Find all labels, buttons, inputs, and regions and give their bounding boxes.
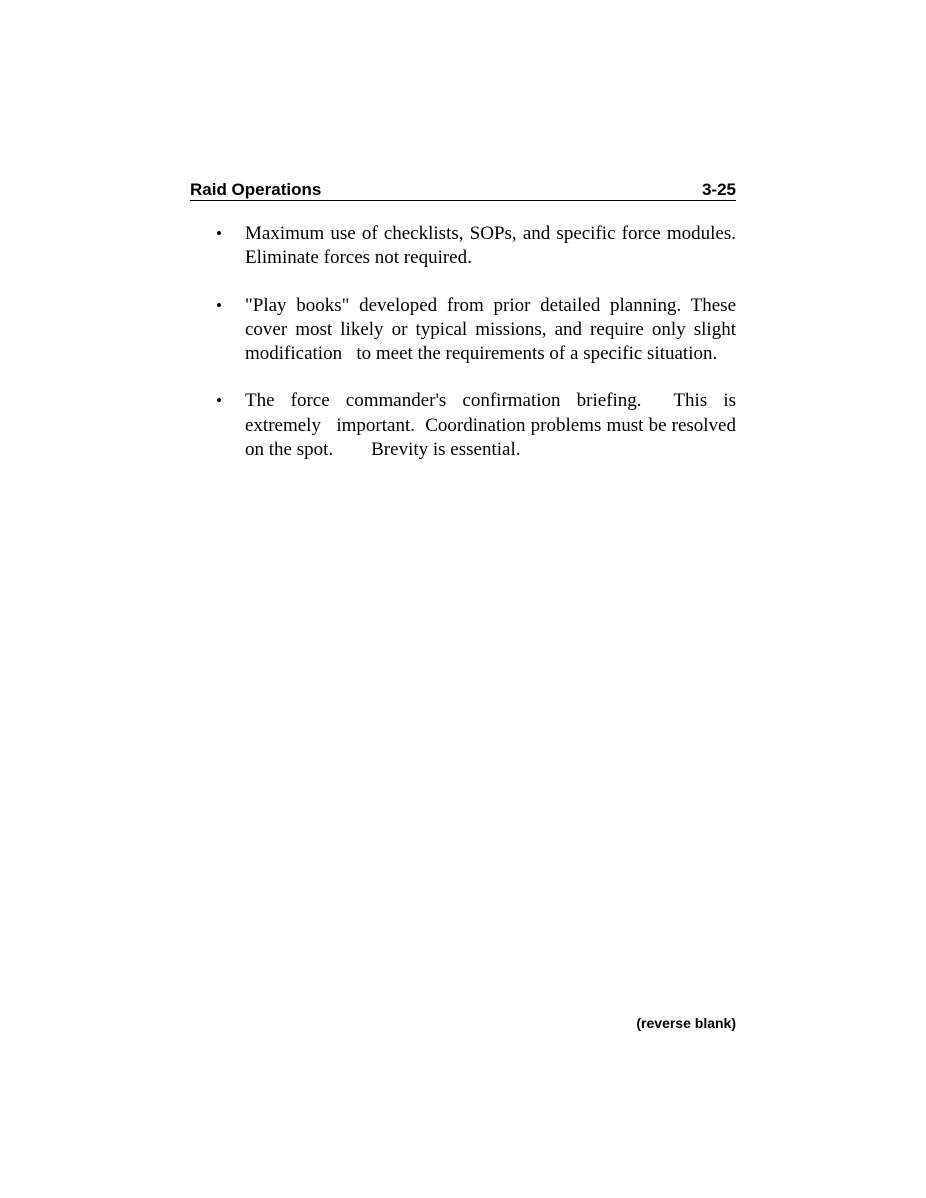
bullet-list bbox=[190, 222, 765, 485]
bullet-text: The force commander's confirmation briefing. This is extremely important. Coordination problems must be resolved on the spot. Brevity is essential. bbox=[245, 390, 741, 461]
bullet-marker: • bbox=[216, 295, 222, 315]
bullet-text: Maximum use of checklists, SOPs, and specific force modules. Eliminate forces not required. bbox=[245, 223, 765, 269]
running-header bbox=[190, 178, 736, 201]
reverse-blank-note: (reverse blank) bbox=[636, 1015, 736, 1031]
bullet-text: "Play books" developed from prior detailed planning. These cover most likely or typical missions, and require only slight modification to meet the requirements of a specific situation. bbox=[245, 294, 741, 365]
section-title: Raid Operations bbox=[190, 180, 322, 199]
bullet-item-checklists bbox=[190, 222, 765, 271]
bullet-item-confirmation-briefing bbox=[190, 389, 741, 462]
bullet-marker: • bbox=[216, 391, 222, 411]
bullet-item-play-books bbox=[190, 294, 741, 367]
bullet-marker: • bbox=[216, 224, 222, 243]
page-number: 3-25 bbox=[701, 180, 736, 199]
